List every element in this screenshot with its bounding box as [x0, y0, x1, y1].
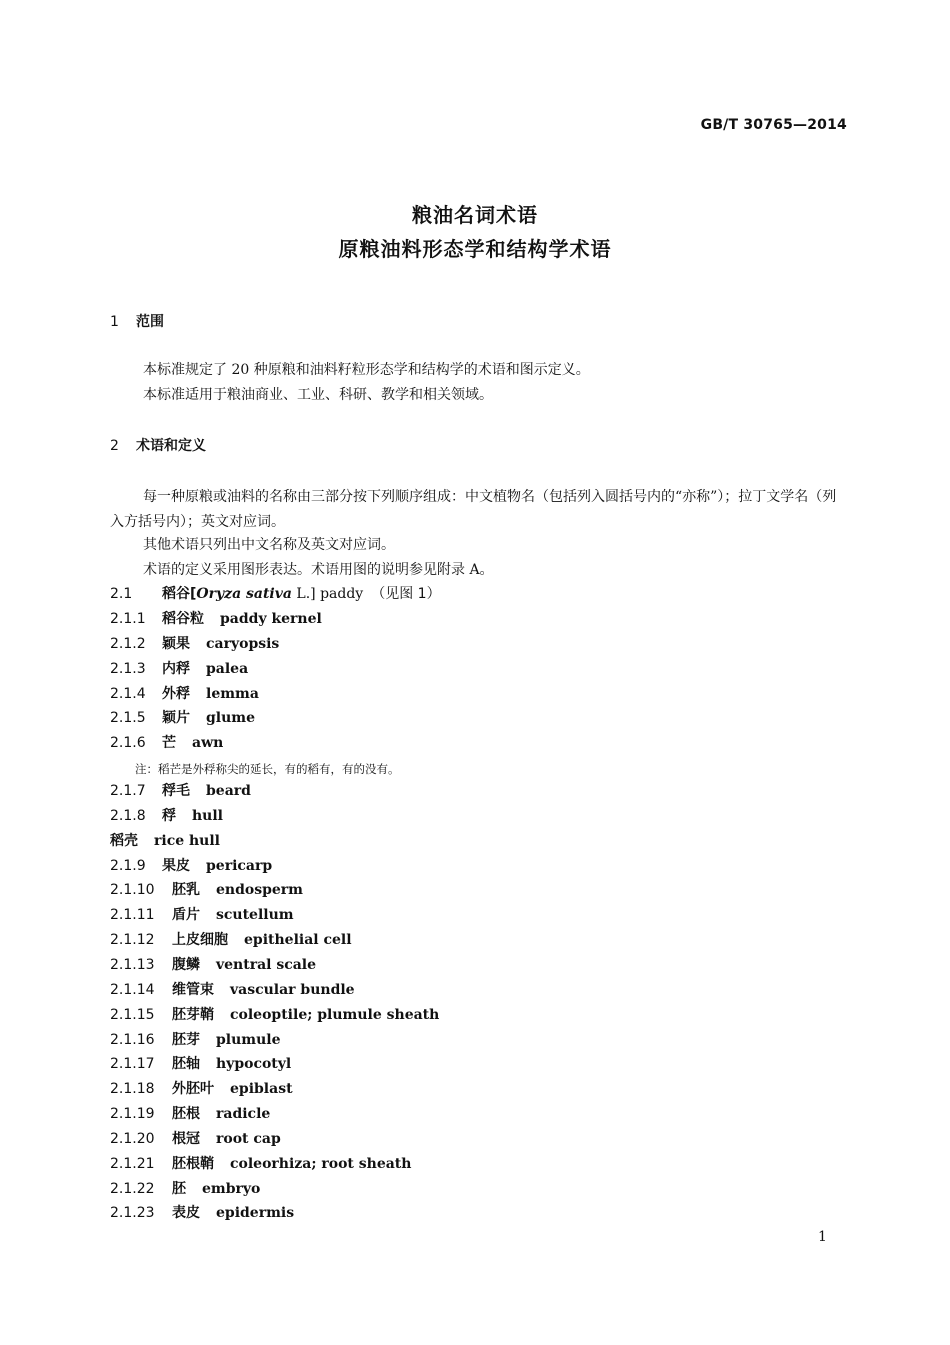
term-number: 2.1.19 — [110, 1106, 155, 1123]
term-number: 2.1.20 — [110, 1130, 155, 1147]
term-entry — [110, 880, 303, 900]
term-english: coleoptile; plumule sheath — [230, 1006, 440, 1023]
term-number: 2.1.7 — [110, 783, 146, 799]
standard-code: GB/T 30765—2014 — [700, 117, 847, 133]
term-number: 2.1.13 — [110, 956, 155, 973]
paragraph: 术语的定义采用图形表达。术语用图的说明参见附录 A。 — [143, 562, 494, 578]
term-number: 2.1.14 — [110, 981, 155, 998]
term-entry — [110, 634, 279, 654]
term-chinese: 稻谷粒 — [162, 611, 204, 627]
term-english: glume — [206, 710, 256, 727]
term-number: 2.1.15 — [110, 1006, 155, 1023]
term-chinese: 胚 — [172, 1180, 186, 1197]
term-english: beard — [206, 783, 251, 799]
term-english: caryopsis — [206, 635, 280, 652]
term-chinese: 盾片 — [172, 907, 200, 924]
term-chinese: 腹鳞 — [172, 956, 200, 973]
term-entry — [110, 1154, 411, 1174]
term-chinese: 胚芽 — [172, 1031, 200, 1048]
term-chinese: 胚轴 — [172, 1056, 200, 1073]
term-chinese: 胚根鞘 — [172, 1155, 214, 1172]
section-heading-scope — [110, 311, 164, 331]
term-english: pericarp — [206, 857, 273, 874]
term-number: 2.1.5 — [110, 710, 146, 727]
term-entry — [110, 1179, 260, 1199]
term-entry — [110, 856, 272, 876]
term-english: hull — [192, 807, 223, 824]
term-chinese: 胚乳 — [172, 882, 200, 899]
term-entry — [110, 1054, 291, 1074]
term-english: radicle — [216, 1106, 271, 1123]
term-english: ventral scale — [216, 956, 317, 973]
term-chinese: 稃 — [162, 807, 176, 824]
paragraph: 其他术语只列出中文名称及英文对应词。 — [143, 537, 395, 553]
document-title: 粮油名词术语 — [412, 203, 538, 227]
term-english: vascular bundle — [230, 981, 355, 998]
figure-reference: （见图 1） — [371, 586, 441, 602]
document-subtitle: 原粮油料形态学和结构学术语 — [338, 237, 612, 261]
term-number: 2.1.10 — [110, 882, 155, 899]
term-number: 2.1.2 — [110, 635, 146, 652]
term-number: 2.1.6 — [110, 735, 146, 752]
term-chinese: 胚芽鞘 — [172, 1006, 214, 1023]
term-entry — [110, 1030, 281, 1050]
term-number: 2.1.3 — [110, 660, 146, 677]
term-english: coleorhiza; root sheath — [230, 1155, 412, 1172]
term-entry — [110, 684, 259, 704]
term-latin: Oryza sativa — [196, 586, 292, 602]
term-english: endosperm — [216, 882, 303, 899]
term-number: 2.1.23 — [110, 1205, 155, 1222]
section-number: 1 — [110, 314, 119, 330]
term-number: 2.1.16 — [110, 1031, 155, 1048]
term-entry — [110, 733, 223, 753]
term-entry — [110, 806, 223, 826]
term-english: scutellum — [216, 907, 294, 924]
term-entry — [110, 905, 294, 925]
term-number: 2.1.9 — [110, 857, 146, 874]
section-title: 范围 — [136, 314, 164, 330]
term-chinese: 果皮 — [162, 857, 190, 874]
term-entry — [110, 1203, 294, 1223]
term-entry — [110, 980, 355, 1000]
note: 注：稻芒是外稃称尖的延长，有的稻有，有的没有。 — [135, 762, 400, 776]
term-number: 2.1.17 — [110, 1056, 155, 1073]
term-entry — [110, 1005, 439, 1025]
term-english: awn — [192, 735, 224, 752]
term-english: hypocotyl — [216, 1056, 292, 1073]
term-number: 2.1.22 — [110, 1180, 155, 1197]
term-number: 2.1.21 — [110, 1155, 155, 1172]
term-entry — [110, 781, 251, 801]
term-chinese: 芒 — [162, 735, 176, 752]
term-english: rice hull — [154, 832, 220, 849]
term-chinese: 稻壳 — [110, 832, 138, 849]
term-english: lemma — [206, 685, 259, 702]
term-entry — [110, 1104, 270, 1124]
paragraph: 本标准适用于粮油商业、工业、科研、教学和相关领域。 — [143, 387, 493, 403]
term-entry — [110, 1129, 281, 1149]
term-english: paddy kernel — [220, 611, 322, 627]
paragraph: 本标准规定了 20 种原粮和油料籽粒形态学和结构学的术语和图示定义。 — [143, 362, 590, 378]
term-entry — [110, 659, 248, 679]
term-english: epidermis — [216, 1205, 295, 1222]
term-english: palea — [206, 660, 249, 677]
paragraph: 每一种原粮或油料的名称由三部分按下列顺序组成：中文植物名（包括列入圆括号内的“亦称”）；拉丁文学名（列入方括号内）；英文对应词。 — [110, 489, 837, 530]
term-english: plumule — [216, 1031, 281, 1048]
term-english: paddy — [320, 586, 364, 602]
term-entry — [110, 955, 316, 975]
term-chinese: 颖片 — [162, 710, 190, 727]
term-latin-tail: L.] — [291, 586, 321, 602]
term-entry — [110, 609, 322, 629]
term-chinese: 外稃 — [162, 685, 190, 702]
page-number: 1 — [818, 1229, 827, 1245]
term-entry — [110, 708, 255, 728]
term-chinese: 维管束 — [172, 981, 214, 998]
term-number: 2.1.8 — [110, 807, 146, 824]
term-number: 2.1.4 — [110, 685, 146, 702]
term-chinese: 稃毛 — [162, 783, 190, 799]
term-english: root cap — [216, 1130, 281, 1147]
section-title: 术语和定义 — [136, 438, 206, 454]
term-chinese: 根冠 — [172, 1130, 200, 1147]
term-number: 2.1 — [110, 586, 133, 602]
term-entry — [110, 584, 441, 604]
term-number: 2.1.18 — [110, 1081, 155, 1098]
section-heading-terms — [110, 435, 206, 455]
term-chinese: 内稃 — [162, 660, 190, 677]
term-number: 2.1.12 — [110, 932, 155, 949]
term-chinese: 上皮细胞 — [172, 932, 228, 949]
term-chinese: 稻谷[ — [162, 586, 197, 602]
term-chinese: 胚根 — [172, 1106, 200, 1123]
term-number: 2.1.11 — [110, 907, 155, 924]
term-entry — [110, 831, 220, 851]
section-number: 2 — [110, 438, 119, 454]
term-english: embryo — [202, 1180, 261, 1197]
term-english: epiblast — [230, 1081, 293, 1098]
term-chinese: 表皮 — [172, 1205, 200, 1222]
term-entry — [110, 930, 352, 950]
term-chinese: 外胚叶 — [172, 1081, 214, 1098]
term-number: 2.1.1 — [110, 611, 146, 627]
term-chinese: 颖果 — [162, 635, 190, 652]
term-entry — [110, 1079, 293, 1099]
term-english: epithelial cell — [244, 932, 352, 949]
